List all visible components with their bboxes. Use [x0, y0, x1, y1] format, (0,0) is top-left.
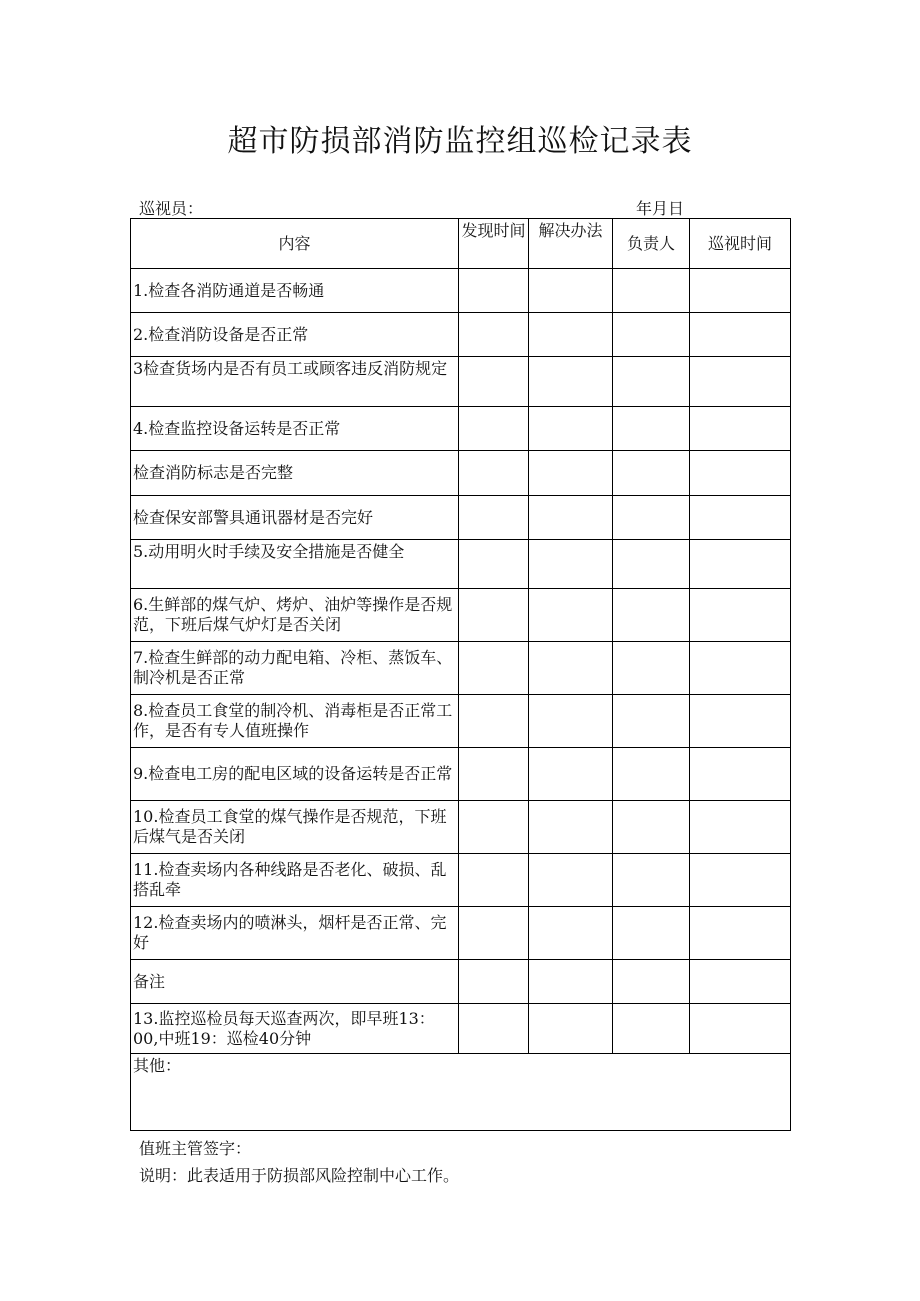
row-content: 备注 — [131, 960, 459, 1004]
responsible-cell[interactable] — [613, 496, 690, 540]
table-row — [131, 540, 791, 589]
responsible-cell[interactable] — [613, 540, 690, 589]
table-row — [131, 642, 791, 695]
row-content: 10.检查员工食堂的煤气操作是否规范，下班后煤气是否关闭 — [131, 801, 459, 854]
table-row — [131, 801, 791, 854]
table-row — [131, 1004, 791, 1054]
solution-cell[interactable] — [529, 496, 613, 540]
responsible-cell[interactable] — [613, 407, 690, 451]
found-time-cell[interactable] — [459, 407, 529, 451]
responsible-cell[interactable] — [613, 1004, 690, 1054]
responsible-cell[interactable] — [613, 642, 690, 695]
table-row — [131, 907, 791, 960]
table-row — [131, 854, 791, 907]
usage-note: 说明：此表适用于防损部风险控制中心工作。 — [139, 1166, 460, 1185]
table-row — [131, 407, 791, 451]
found-time-cell[interactable] — [459, 589, 529, 642]
header-responsible: 负责人 — [613, 219, 690, 269]
solution-cell[interactable] — [529, 695, 613, 748]
responsible-cell[interactable] — [613, 589, 690, 642]
responsible-cell[interactable] — [613, 907, 690, 960]
patrol-time-cell[interactable] — [690, 313, 791, 357]
header-patrol-time: 巡视时间 — [690, 219, 791, 269]
date-label: 年月日 — [636, 199, 685, 218]
table-row — [131, 695, 791, 748]
patrol-time-cell[interactable] — [690, 642, 791, 695]
found-time-cell[interactable] — [459, 540, 529, 589]
patrol-time-cell[interactable] — [690, 748, 791, 801]
solution-cell[interactable] — [529, 960, 613, 1004]
table-row — [131, 496, 791, 540]
patrol-time-cell[interactable] — [690, 1004, 791, 1054]
found-time-cell[interactable] — [459, 907, 529, 960]
other-row — [131, 1054, 791, 1131]
row-content: 2.检查消防设备是否正常 — [131, 313, 459, 357]
patrol-time-cell[interactable] — [690, 960, 791, 1004]
found-time-cell[interactable] — [459, 451, 529, 496]
solution-cell[interactable] — [529, 589, 613, 642]
responsible-cell[interactable] — [613, 960, 690, 1004]
table-row — [131, 269, 791, 313]
responsible-cell[interactable] — [613, 695, 690, 748]
patrol-time-cell[interactable] — [690, 357, 791, 407]
patrol-time-cell[interactable] — [690, 907, 791, 960]
found-time-cell[interactable] — [459, 854, 529, 907]
patrol-time-cell[interactable] — [690, 496, 791, 540]
responsible-cell[interactable] — [613, 801, 690, 854]
solution-cell[interactable] — [529, 854, 613, 907]
responsible-cell[interactable] — [613, 748, 690, 801]
header-content: 内容 — [131, 219, 459, 269]
found-time-cell[interactable] — [459, 313, 529, 357]
row-content: 12.检查卖场内的喷淋头，烟杆是否正常、完好 — [131, 907, 459, 960]
patrol-time-cell[interactable] — [690, 854, 791, 907]
inspector-label: 巡视员： — [139, 199, 204, 218]
responsible-cell[interactable] — [613, 269, 690, 313]
found-time-cell[interactable] — [459, 642, 529, 695]
row-content: 6.生鲜部的煤气炉、烤炉、油炉等操作是否规范，下班后煤气炉灯是否关闭 — [131, 589, 459, 642]
found-time-cell[interactable] — [459, 960, 529, 1004]
row-content: 4.检查监控设备运转是否正常 — [131, 407, 459, 451]
inspection-table — [130, 218, 791, 1131]
solution-cell[interactable] — [529, 540, 613, 589]
row-content: 11.检查卖场内各种线路是否老化、破损、乱搭乱牵 — [131, 854, 459, 907]
found-time-cell[interactable] — [459, 1004, 529, 1054]
patrol-time-cell[interactable] — [690, 269, 791, 313]
row-content: 3检查货场内是否有员工或顾客违反消防规定 — [131, 357, 459, 407]
other-label: 其他： — [133, 1056, 182, 1075]
header-solution: 解决办法 — [529, 219, 613, 269]
patrol-time-cell[interactable] — [690, 695, 791, 748]
header-found-time: 发现时间 — [459, 219, 529, 269]
solution-cell[interactable] — [529, 451, 613, 496]
solution-cell[interactable] — [529, 907, 613, 960]
responsible-cell[interactable] — [613, 313, 690, 357]
solution-cell[interactable] — [529, 642, 613, 695]
supervisor-signature-label: 值班主管签字： — [139, 1139, 252, 1158]
row-content: 检查保安部警具通讯器材是否完好 — [131, 496, 459, 540]
table-row — [131, 960, 791, 1004]
page-title: 超市防损部消防监控组巡检记录表 — [227, 124, 693, 159]
solution-cell[interactable] — [529, 801, 613, 854]
row-content: 9.检查电工房的配电区域的设备运转是否正常 — [131, 748, 459, 801]
row-content: 8.检查员工食堂的制冷机、消毒柜是否正常工作，是否有专人值班操作 — [131, 695, 459, 748]
solution-cell[interactable] — [529, 748, 613, 801]
solution-cell[interactable] — [529, 357, 613, 407]
patrol-time-cell[interactable] — [690, 801, 791, 854]
solution-cell[interactable] — [529, 313, 613, 357]
found-time-cell[interactable] — [459, 801, 529, 854]
patrol-time-cell[interactable] — [690, 407, 791, 451]
table-row — [131, 357, 791, 407]
patrol-time-cell[interactable] — [690, 451, 791, 496]
solution-cell[interactable] — [529, 269, 613, 313]
table-row — [131, 313, 791, 357]
found-time-cell[interactable] — [459, 748, 529, 801]
table-row — [131, 451, 791, 496]
found-time-cell[interactable] — [459, 496, 529, 540]
table-row — [131, 589, 791, 642]
found-time-cell[interactable] — [459, 357, 529, 407]
found-time-cell[interactable] — [459, 695, 529, 748]
table-row — [131, 748, 791, 801]
row-content: 5.动用明火时手续及安全措施是否健全 — [131, 540, 459, 589]
responsible-cell[interactable] — [613, 451, 690, 496]
patrol-time-cell[interactable] — [690, 540, 791, 589]
row-content: 1.检查各消防通道是否畅通 — [131, 269, 459, 313]
responsible-cell[interactable] — [613, 357, 690, 407]
row-content: 7.检查生鲜部的动力配电箱、冷柜、蒸饭车、制冷机是否正常 — [131, 642, 459, 695]
other-cell[interactable] — [131, 1054, 791, 1131]
responsible-cell[interactable] — [613, 854, 690, 907]
solution-cell[interactable] — [529, 407, 613, 451]
row-content: 13.监控巡检员每天巡查两次，即早班13：00,中班19：巡检40分钟 — [131, 1004, 459, 1054]
found-time-cell[interactable] — [459, 269, 529, 313]
patrol-time-cell[interactable] — [690, 589, 791, 642]
table-header-row — [131, 219, 791, 269]
solution-cell[interactable] — [529, 1004, 613, 1054]
row-content: 检查消防标志是否完整 — [131, 451, 459, 496]
